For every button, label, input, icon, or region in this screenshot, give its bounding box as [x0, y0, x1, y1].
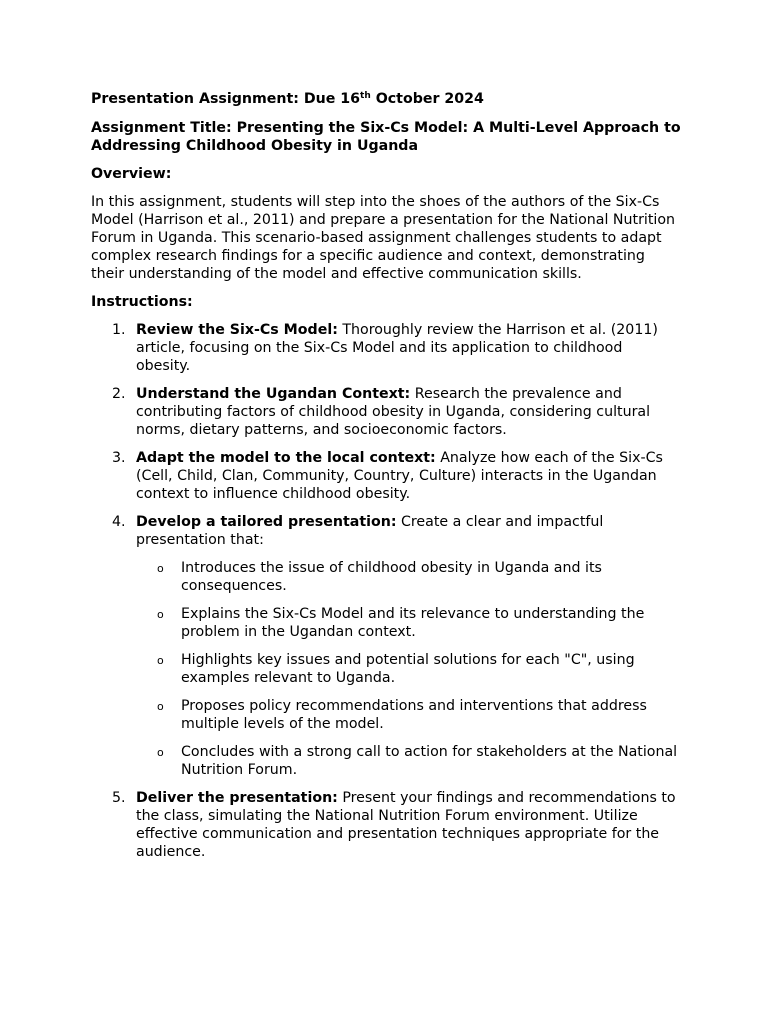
instruction-step	[91, 449, 681, 503]
instruction-step	[91, 385, 681, 439]
bullet-marker: o	[157, 654, 164, 667]
step-title: Understand the Ugandan Context:	[136, 386, 411, 402]
due-date-suffix: October 2024	[370, 91, 484, 107]
overview-heading: Overview:	[91, 166, 172, 182]
step-title: Adapt the model to the local context:	[136, 450, 436, 466]
due-date-ordinal: th	[360, 91, 371, 101]
step-text: Thoroughly review the Harrison et al. (2011) article, focusing on the Six-Cs Model and its application to childhood obesity.	[136, 322, 658, 374]
list-item-text: Concludes with a strong call to action for stakeholders at the National Nutrition Forum.	[181, 744, 678, 778]
step-title: Review the Six-Cs Model:	[136, 322, 338, 338]
step-number: 5.	[112, 790, 126, 806]
overview-text: In this assignment, students will step into the shoes of the authors of the Six-Cs Model (Harrison et al., 2011) and prepare a presentation for the National Nutrition Forum in Uganda. This scenario-based assignment challenges students to adapt complex research findings for a specific audience and context, demonstrating their understanding of the model and effective communication skills.	[91, 194, 676, 282]
list-item	[136, 743, 681, 779]
bullet-marker: o	[157, 608, 164, 621]
due-date-heading	[91, 90, 681, 108]
bullet-marker: o	[157, 700, 164, 713]
step-text: Analyze how each of the Six-Cs (Cell, Child, Clan, Community, Country, Culture) interacts in the Ugandan context to influence childhood obesity.	[136, 450, 663, 502]
assignment-title: Assignment Title: Presenting the Six-Cs Model: A Multi-Level Approach to Addressing Childhood Obesity in Uganda	[91, 120, 681, 154]
step-number: 3.	[112, 450, 126, 466]
list-item-text: Highlights key issues and potential solutions for each "C", using examples relevant to Uganda.	[181, 652, 635, 686]
instruction-step	[91, 789, 681, 861]
list-item-text: Introduces the issue of childhood obesity in Uganda and its consequences.	[181, 560, 602, 594]
presentation-requirements-list	[136, 559, 681, 779]
step-number: 1.	[112, 322, 126, 338]
step-number: 4.	[112, 514, 126, 530]
step-text: Create a clear and impactful presentation that:	[136, 514, 604, 548]
bullet-marker: o	[157, 746, 164, 759]
step-text: Present your findings and recommendations to the class, simulating the National Nutrition Forum environment. Utilize effective communication and presentation techniques appropriate for the audience.	[136, 790, 676, 860]
instruction-step	[91, 513, 681, 779]
instructions-list	[91, 321, 681, 861]
list-item-text: Proposes policy recommendations and interventions that address multiple levels of the model.	[181, 698, 647, 732]
instructions-heading: Instructions:	[91, 294, 193, 310]
list-item	[136, 559, 681, 595]
step-text: Research the prevalence and contributing factors of childhood obesity in Uganda, considering cultural norms, dietary patterns, and socioeconomic factors.	[136, 386, 651, 438]
step-title: Develop a tailored presentation:	[136, 514, 397, 530]
list-item-text: Explains the Six-Cs Model and its relevance to understanding the problem in the Ugandan context.	[181, 606, 645, 640]
bullet-marker: o	[157, 562, 164, 575]
step-number: 2.	[112, 386, 126, 402]
list-item	[136, 651, 681, 687]
document-page	[91, 90, 681, 871]
list-item	[136, 697, 681, 733]
instruction-step	[91, 321, 681, 375]
list-item	[136, 605, 681, 641]
step-title: Deliver the presentation:	[136, 790, 338, 806]
due-date-prefix: Presentation Assignment: Due 16	[91, 91, 361, 107]
